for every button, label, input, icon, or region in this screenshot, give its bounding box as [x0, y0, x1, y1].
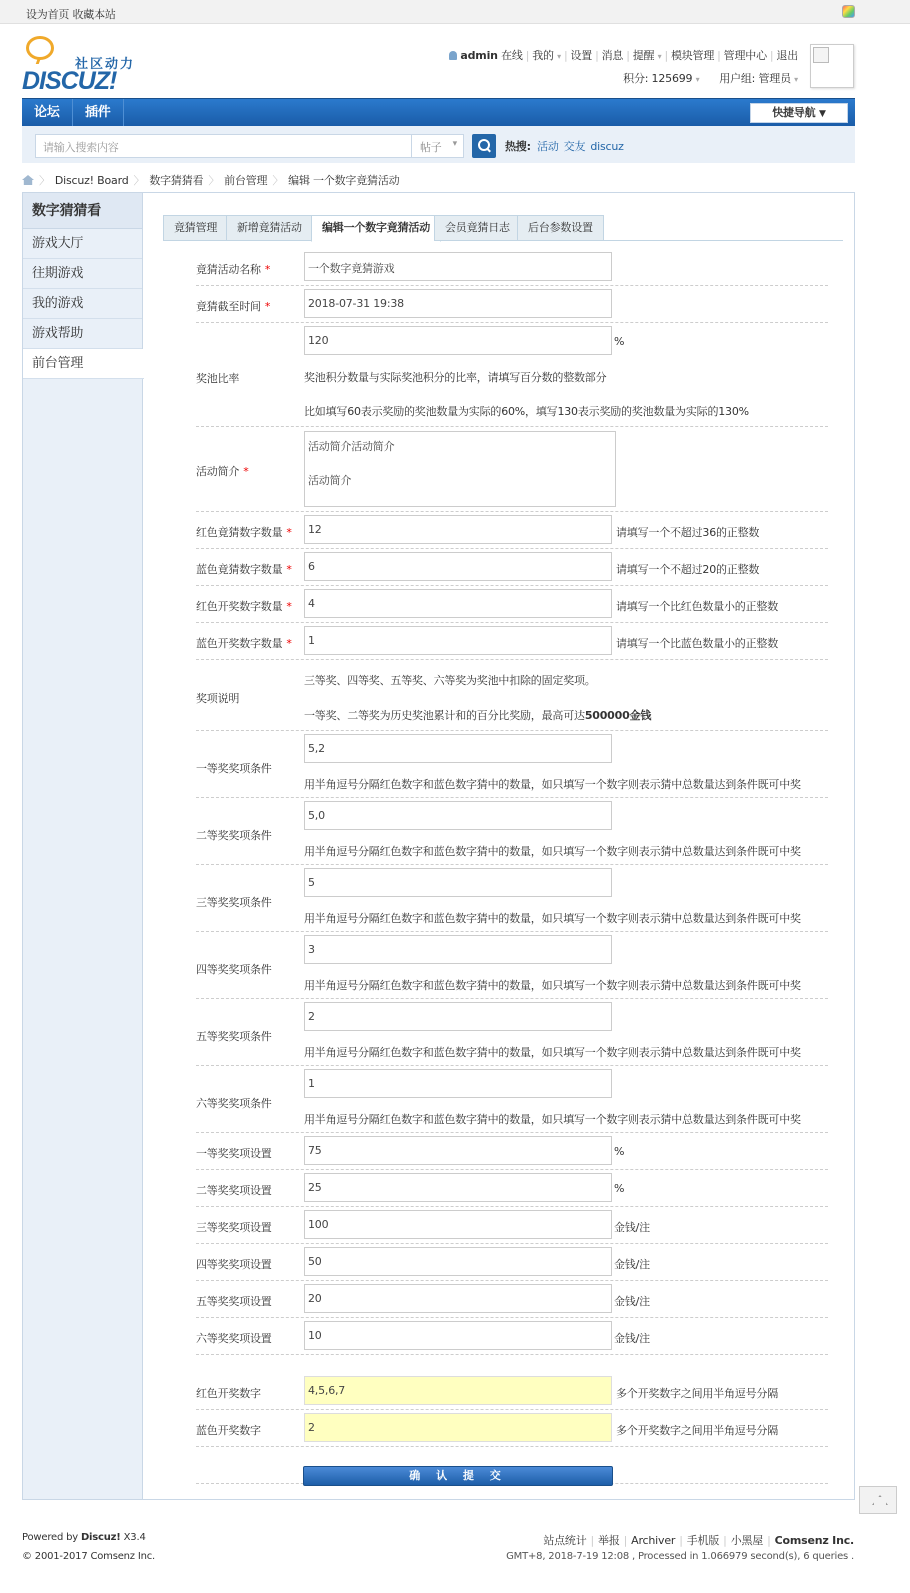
footer-link-blacklist[interactable]: 小黑屋	[730, 1534, 764, 1547]
prize-setting-unit: %	[614, 1182, 625, 1195]
back-to-top-button[interactable]	[859, 1486, 897, 1514]
breadcrumb-item[interactable]: Discuz! Board	[54, 174, 129, 187]
user-stats	[623, 70, 798, 86]
tab-edit[interactable]: 编辑一个数字竟猜活动	[311, 215, 441, 242]
form-row-deadline: 竟猜截至时间 * 2018-07-31 19:38	[196, 286, 828, 323]
condition-input[interactable]: 5,2	[304, 734, 612, 763]
set-home-link[interactable]: 设为首页	[26, 8, 70, 21]
search-button[interactable]	[472, 134, 496, 158]
prize-desc-line1: 三等奖、四等奖、五等奖、六等奖为奖池中扣除的固定奖项。	[304, 674, 596, 687]
field-label: 竟猜活动名称	[196, 263, 261, 276]
deadline-input[interactable]: 2018-07-31 19:38	[304, 289, 612, 318]
module-manage-link[interactable]: 模块管理	[670, 49, 715, 62]
footer-link-mobile[interactable]: 手机版	[686, 1534, 720, 1547]
top-bar	[0, 0, 910, 24]
footer-link-report[interactable]: 举报	[598, 1534, 620, 1547]
field-label: 奖池比率	[196, 372, 240, 385]
hot-search	[505, 138, 629, 154]
bookmark-link[interactable]: 收藏本站	[72, 8, 116, 21]
field-tip: 请填写一个不超过36的正整数	[616, 526, 760, 539]
field-label: 红色开奖数字	[196, 1387, 261, 1400]
footer-brand: Discuz!	[80, 1532, 121, 1543]
form-row-red-numbers	[196, 1373, 828, 1410]
home-icon[interactable]	[22, 175, 34, 185]
tab-bar	[163, 215, 843, 241]
logo-bubble-icon	[26, 36, 54, 60]
form-row-condition	[196, 731, 828, 798]
sidebar-item-help[interactable]: 游戏帮助	[23, 319, 142, 349]
breadcrumb: 〉 Discuz! Board 〉 数字猜猜看 〉 前台管理 〉 编辑 一个数字竟猜活动	[22, 172, 399, 188]
condition-input[interactable]: 5	[304, 868, 612, 897]
field-label: 一等奖奖项条件	[196, 762, 272, 775]
form-row-condition	[196, 865, 828, 932]
prize-setting-unit: %	[614, 1145, 625, 1158]
hot-link[interactable]: discuz	[590, 140, 624, 153]
field-label: 一等奖奖项设置	[196, 1147, 272, 1160]
ratio-input[interactable]: 120	[304, 326, 612, 355]
footer-link-archiver[interactable]: Archiver	[631, 1534, 676, 1547]
field-label: 六等奖奖项设置	[196, 1332, 272, 1345]
form-row-prize-setting	[196, 1281, 828, 1318]
prize-setting-unit: 金钱/注	[614, 1295, 650, 1308]
logout-link[interactable]: 退出	[776, 49, 798, 62]
condition-tip: 用半角逗号分隔红色数字和蓝色数字猜中的数量，如只填写一个数字则表示猜中总数量达到条件既可中奖	[304, 1113, 801, 1126]
condition-input[interactable]: 1	[304, 1069, 612, 1098]
prize-setting-unit: 金钱/注	[614, 1332, 650, 1345]
footer-links: 站点统计 | 举报 | Archiver | 手机版 | 小黑屋 | Comsenz Inc.	[543, 1534, 854, 1547]
field-tip: 请填写一个比红色数量小的正整数	[616, 600, 778, 613]
submit-button[interactable]: 确 认 提 交	[303, 1466, 613, 1486]
field-label: 二等奖奖项条件	[196, 829, 272, 842]
main-panel	[22, 192, 855, 1500]
field-label: 奖项说明	[196, 692, 240, 705]
condition-input[interactable]: 3	[304, 935, 612, 964]
blue-guess-input[interactable]: 6	[304, 552, 612, 581]
sidebar	[23, 193, 143, 1499]
logo[interactable]	[22, 36, 137, 96]
form-row-blue-numbers	[196, 1410, 828, 1447]
username-link[interactable]: admin	[460, 49, 498, 62]
prize-setting-input[interactable]: 25	[304, 1173, 612, 1202]
field-label: 五等奖奖项条件	[196, 1030, 272, 1043]
form-row-prize-setting	[196, 1318, 828, 1355]
search-bar	[22, 126, 855, 163]
form-row-intro: 活动简介 * 活动简介活动简介 活动简介	[196, 427, 828, 512]
name-input[interactable]: 一个数字竟猜游戏	[304, 252, 612, 281]
nav-item-plugin[interactable]: 插件	[73, 99, 124, 127]
logo-slogan: 社区动力	[75, 57, 136, 72]
field-label: 红色竟猜数字数量	[196, 526, 283, 539]
footer-version: X3.4	[123, 1532, 146, 1543]
breadcrumb-current: 编辑 一个数字竟猜活动	[288, 174, 400, 187]
field-label: 六等奖奖项条件	[196, 1097, 272, 1110]
form-row-blue-guess: 蓝色竟猜数字数量 * 6 请填写一个不超过20的正整数	[196, 549, 828, 586]
form-row-condition	[196, 999, 828, 1066]
hot-label: 热搜:	[505, 140, 531, 153]
search-type-select[interactable]: 帖子 ▾	[411, 134, 464, 158]
settings-link[interactable]: 设置	[570, 49, 593, 62]
field-label: 四等奖奖项条件	[196, 963, 272, 976]
nav-item-forum[interactable]: 论坛	[22, 99, 73, 127]
form-row-condition	[196, 798, 828, 865]
condition-input[interactable]: 5,0	[304, 801, 612, 830]
field-tip: 多个开奖数字之间用半角逗号分隔	[616, 1387, 778, 1400]
color-style-icon[interactable]	[842, 5, 855, 18]
ratio-example: 比如填写60表示奖励的奖池数量为实际的60%，填写130表示奖励的奖池数量为实际的130%	[304, 405, 749, 418]
field-label: 三等奖奖项条件	[196, 896, 272, 909]
form-row-name: 竟猜活动名称 * 一个数字竟猜游戏	[196, 248, 828, 286]
condition-tip: 用半角逗号分隔红色数字和蓝色数字猜中的数量，如只填写一个数字则表示猜中总数量达到条件既可中奖	[304, 778, 801, 791]
prize-setting-input[interactable]: 100	[304, 1210, 612, 1239]
avatar[interactable]	[810, 44, 854, 88]
form-row-prize-setting	[196, 1244, 828, 1281]
prize-setting-input[interactable]: 50	[304, 1247, 612, 1276]
search-input[interactable]: 请输入搜索内容	[35, 134, 412, 158]
field-label: 活动简介	[196, 465, 240, 478]
field-label: 五等奖奖项设置	[196, 1295, 272, 1308]
tab-new[interactable]: 新增竟猜活动	[226, 215, 313, 241]
prize-setting-input[interactable]: 75	[304, 1136, 612, 1165]
condition-tip: 用半角逗号分隔红色数字和蓝色数字猜中的数量，如只填写一个数字则表示猜中总数量达到条件既可中奖	[304, 1046, 801, 1059]
field-label: 蓝色开奖数字数量	[196, 637, 283, 650]
chevron-down-icon: ▼	[819, 109, 826, 119]
field-label: 蓝色开奖数字	[196, 1424, 261, 1437]
field-label: 三等奖奖项设置	[196, 1221, 272, 1234]
field-label: 四等奖奖项设置	[196, 1258, 272, 1271]
prize-desc-line2: 一等奖、二等奖为历史奖池累计和的百分比奖励，最高可达	[304, 709, 585, 722]
user-icon	[449, 51, 457, 60]
field-tip: 请填写一个不超过20的正整数	[616, 563, 760, 576]
breadcrumb-item[interactable]: 前台管理	[224, 174, 268, 187]
form-row-condition	[196, 1066, 828, 1133]
footer-company[interactable]: Comsenz Inc.	[774, 1534, 854, 1547]
prize-setting-unit: 金钱/注	[614, 1258, 650, 1271]
form-row-prize-setting	[196, 1133, 828, 1170]
hot-link[interactable]: 活动	[537, 140, 559, 153]
prize-setting-input[interactable]: 10	[304, 1321, 612, 1350]
main-nav	[22, 98, 855, 126]
sidebar-title: 数字猜猜看	[23, 193, 142, 229]
sidebar-item-manage[interactable]: 前台管理	[23, 349, 144, 379]
form-row-condition	[196, 932, 828, 999]
admin-center-link[interactable]: 管理中心	[723, 49, 767, 62]
hot-link[interactable]: 交友	[563, 140, 586, 153]
field-label: 蓝色竟猜数字数量	[196, 563, 283, 576]
field-label: 红色开奖数字数量	[196, 600, 283, 613]
footer-link-stats[interactable]: 站点统计	[543, 1534, 587, 1547]
condition-tip: 用半角逗号分隔红色数字和蓝色数字猜中的数量，如只填写一个数字则表示猜中总数量达到条件既可中奖	[304, 912, 801, 925]
online-status: 在线	[501, 49, 523, 62]
chevron-down-icon: ▾	[794, 75, 798, 84]
sidebar-item-mine[interactable]: 我的游戏	[23, 289, 142, 319]
form-row-prize-setting	[196, 1170, 828, 1207]
field-label: 竟猜截至时间	[196, 300, 261, 313]
ratio-tip: 奖池积分数量与实际奖池积分的比率，请填写百分数的整数部分	[304, 371, 607, 384]
points-menu[interactable]: 积分: 125699	[623, 72, 693, 85]
field-tip: 多个开奖数字之间用半角逗号分隔	[616, 1424, 778, 1437]
condition-input[interactable]: 2	[304, 1002, 612, 1031]
condition-tip: 用半角逗号分隔红色数字和蓝色数字猜中的数量，如只填写一个数字则表示猜中总数量达到条件既可中奖	[304, 979, 801, 992]
blue-draw-input[interactable]: 1	[304, 626, 612, 655]
prize-desc-max: 500000金钱	[584, 709, 652, 722]
footer-copyright: © 2001-2017 Comsenz Inc.	[22, 1551, 155, 1562]
sidebar-item-past[interactable]: 往期游戏	[23, 259, 142, 289]
tab-settings[interactable]: 后台参数设置	[517, 215, 604, 241]
red-guess-input[interactable]: 12	[304, 515, 612, 544]
prize-setting-unit: 金钱/注	[614, 1221, 650, 1234]
condition-tip: 用半角逗号分隔红色数字和蓝色数字猜中的数量，如只填写一个数字则表示猜中总数量达到条件既可中奖	[304, 845, 801, 858]
usergroup-menu[interactable]: 用户组: 管理员	[719, 72, 791, 85]
chevron-down-icon: ▾	[557, 52, 561, 61]
logo-brand: DISCUZ!	[22, 67, 117, 95]
red-draw-input[interactable]: 4	[304, 589, 612, 618]
field-tip: 请填写一个比蓝色数量小的正整数	[616, 637, 778, 650]
breadcrumb-item[interactable]: 数字猜猜看	[149, 174, 204, 187]
messages-link[interactable]: 消息	[601, 49, 624, 62]
sidebar-item-lobby[interactable]: 游戏大厅	[23, 229, 142, 259]
reminders-link[interactable]: 提醒	[632, 49, 655, 62]
intro-textarea[interactable]: 活动简介活动简介 活动简介	[304, 431, 616, 507]
chevron-down-icon: ▾	[695, 75, 700, 84]
tab-log[interactable]: 会员竟猜日志	[434, 215, 521, 241]
tab-manage[interactable]: 竟猜管理	[163, 215, 228, 241]
user-info: admin 在线 | 我的 ▾ | 设置 | 消息 | 提醒 ▾ | 模块管理 | 管理中心 | 退出	[449, 47, 798, 63]
form-row-red-guess: 红色竟猜数字数量 * 12 请填写一个不超过36的正整数	[196, 512, 828, 549]
chevron-down-icon: ▾	[657, 52, 662, 61]
blue-numbers-input[interactable]: 2	[304, 1413, 612, 1442]
form-row-prize-desc	[196, 660, 828, 731]
ratio-unit: %	[614, 335, 625, 348]
field-label: 二等奖奖项设置	[196, 1184, 272, 1197]
quick-nav-button[interactable]: 快捷导航 ▼	[750, 103, 848, 123]
prize-setting-input[interactable]: 20	[304, 1284, 612, 1313]
footer-stats: GMT+8, 2018-7-19 12:08 , Processed in 1.066979 second(s), 6 queries .	[506, 1551, 854, 1562]
form-row-blue-draw: 蓝色开奖数字数量 * 1 请填写一个比蓝色数量小的正整数	[196, 623, 828, 660]
form-row-ratio	[196, 323, 828, 427]
footer-powered: Powered by Discuz! X3.4	[22, 1532, 146, 1543]
my-menu[interactable]: 我的	[532, 49, 554, 62]
red-numbers-input[interactable]: 4,5,6,7	[304, 1376, 612, 1405]
form-row-prize-setting	[196, 1207, 828, 1244]
form-row-red-draw: 红色开奖数字数量 * 4 请填写一个比红色数量小的正整数	[196, 586, 828, 623]
